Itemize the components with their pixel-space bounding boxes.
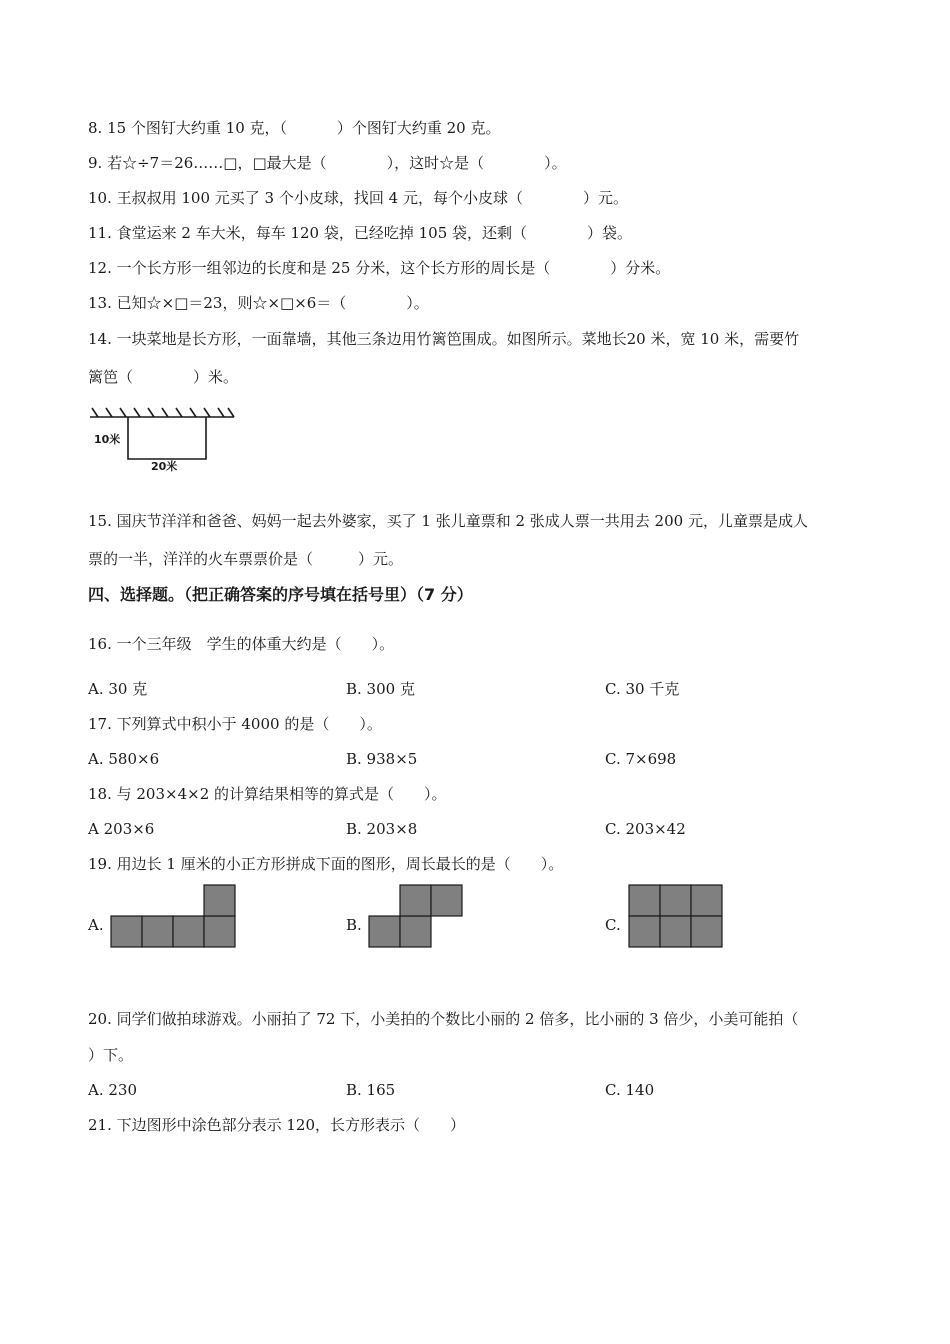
garden-diagram [88, 404, 238, 474]
q19-option-b-label: B. [346, 916, 362, 934]
q16-option-b: B. 300 克 [346, 680, 415, 698]
question-16: 16. 一个三年级 学生的体重大约是（ ）。 [88, 635, 395, 653]
q20-option-a: A. 230 [88, 1081, 137, 1099]
question-12: 12. 一个长方形一组邻边的长度和是 25 分米，这个长方形的周长是（ ）分米。 [88, 259, 671, 277]
q18-option-c: C. 203×42 [605, 820, 686, 838]
q20-option-b: B. 165 [346, 1081, 396, 1099]
q17-option-c: C. 7×698 [605, 750, 677, 768]
question-15-line1: 15. 国庆节洋洋和爸爸、妈妈一起去外婆家，买了 1 张儿童票和 2 张成人票一共用去 200 元，儿童票是成人 [88, 512, 808, 530]
question-15-line2: 票的一半，洋洋的火车票票价是（ ）元。 [88, 550, 404, 568]
question-19: 19. 用边长 1 厘米的小正方形拼成下面的图形，周长最长的是（ ）。 [88, 855, 564, 873]
question-10: 10. 王叔叔用 100 元买了 3 个小皮球，找回 4 元，每个小皮球（ ）元。 [88, 189, 628, 207]
q20-option-c: C. 140 [605, 1081, 655, 1099]
question-14-line1: 14. 一块菜地是长方形，一面靠墙，其他三条边用竹篱笆围成。如图所示。菜地长20 米，宽 10 米，需要竹 [88, 330, 800, 348]
q18-option-b: B. 203×8 [346, 820, 418, 838]
question-13: 13. 已知☆×□＝23，则☆×□×6＝（ ）。 [88, 294, 429, 312]
question-18: 18. 与 203×4×2 的计算结果相等的算式是（ ）。 [88, 785, 447, 803]
question-20-line1: 20. 同学们做拍球游戏。小丽拍了 72 下，小美拍的个数比小丽的 2 倍多，比小丽的 3 倍少，小美可能拍（ [88, 1010, 799, 1028]
q17-option-b: B. 938×5 [346, 750, 418, 768]
q19-figure-a [110, 884, 236, 952]
garden-width-label: 10米 [94, 433, 121, 446]
q18-option-a: A 203×6 [88, 820, 155, 838]
q19-figure-c [628, 884, 724, 952]
q19-option-c-label: C. [605, 916, 621, 934]
q19-option-a-label: A. [88, 916, 104, 934]
q19-figure-b [368, 884, 464, 952]
section-4-title: 四、选择题。（把正确答案的序号填在括号里）（7 分） [88, 585, 473, 604]
question-17: 17. 下列算式中积小于 4000 的是（ ）。 [88, 715, 382, 733]
q17-option-a: A. 580×6 [88, 750, 160, 768]
garden-length-label: 20米 [151, 460, 178, 473]
question-11: 11. 食堂运来 2 车大米，每车 120 袋，已经吃掉 105 袋，还剩（ ）袋。 [88, 224, 633, 242]
question-20-line2: ）下。 [88, 1046, 134, 1064]
question-14-line2: 篱笆（ ）米。 [88, 368, 239, 386]
q16-option-a: A. 30 克 [88, 680, 148, 698]
q16-option-c: C. 30 千克 [605, 680, 680, 698]
question-8: 8. 15 个图钉大约重 10 克，（ ）个图钉大约重 20 克。 [88, 119, 501, 137]
question-9: 9. 若☆÷7＝26……□，□最大是（ ），这时☆是（ ）。 [88, 154, 567, 172]
question-21: 21. 下边图形中涂色部分表示 120，长方形表示（ ） [88, 1116, 466, 1134]
